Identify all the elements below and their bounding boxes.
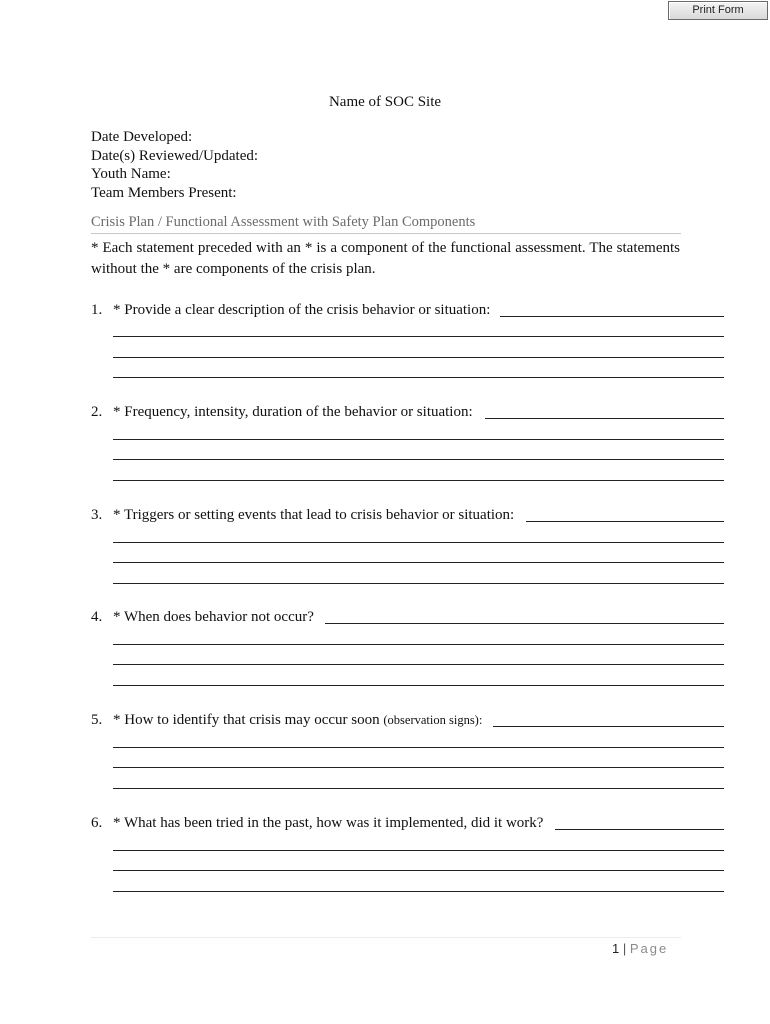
page-number-value: 1 [612, 941, 620, 956]
question-text: * When does behavior not occur? [113, 609, 314, 625]
section-heading: Crisis Plan / Functional Assessment with Safety Plan Components [91, 214, 681, 234]
question-4 [91, 609, 314, 626]
print-form-button[interactable]: Print Form [668, 1, 768, 20]
question-text: * How to identify that crisis may occur soon [113, 712, 380, 728]
answer-line[interactable] [113, 891, 724, 892]
question-number: 1. [91, 302, 103, 318]
page-separator: | [622, 941, 627, 956]
answer-line[interactable] [485, 418, 724, 419]
question-number: 5. [91, 712, 103, 728]
question-text: * Frequency, intensity, duration of the behavior or situation: [113, 404, 473, 420]
answer-line[interactable] [113, 336, 724, 337]
answer-line[interactable] [113, 439, 724, 440]
youth-name-label: Youth Name: [91, 166, 171, 182]
footer-divider [91, 937, 681, 938]
dates-reviewed-label: Date(s) Reviewed/Updated: [91, 148, 259, 164]
answer-line[interactable] [113, 480, 724, 481]
question-text: * Provide a clear description of the crisis behavior or situation: [113, 302, 491, 318]
answer-line[interactable] [493, 726, 724, 727]
answer-line[interactable] [113, 562, 724, 563]
team-members-label: Team Members Present: [91, 185, 237, 201]
answer-line[interactable] [526, 521, 724, 522]
question-6 [91, 815, 543, 832]
question-text: * What has been tried in the past, how was it implemented, did it work? [113, 815, 544, 831]
question-1 [91, 302, 490, 319]
answer-line[interactable] [113, 377, 724, 378]
answer-line[interactable] [113, 685, 724, 686]
question-number: 3. [91, 507, 103, 523]
question-text: * Triggers or setting events that lead to crisis behavior or situation: [113, 507, 515, 523]
site-name-heading: Name of SOC Site [328, 94, 442, 110]
answer-line[interactable] [113, 459, 724, 460]
answer-line[interactable] [113, 664, 724, 665]
date-developed-label: Date Developed: [91, 129, 193, 145]
answer-line[interactable] [555, 829, 724, 830]
page-number [612, 941, 668, 956]
answer-line[interactable] [113, 870, 724, 871]
question-3 [91, 507, 514, 524]
question-number: 2. [91, 404, 103, 420]
question-number: 4. [91, 609, 103, 625]
intro-paragraph: * Each statement preceded with an * is a component of the functional assessment. The statements without the * are components of the crisis plan. [91, 240, 680, 277]
answer-line[interactable] [113, 583, 724, 584]
question-2 [91, 404, 473, 421]
question-note: (observation signs): [383, 713, 483, 727]
answer-line[interactable] [113, 747, 724, 748]
answer-line[interactable] [113, 767, 724, 768]
answer-line[interactable] [325, 623, 724, 624]
answer-line[interactable] [113, 357, 724, 358]
answer-line[interactable] [113, 542, 724, 543]
answer-line[interactable] [113, 644, 724, 645]
question-number: 6. [91, 815, 103, 831]
answer-line[interactable] [113, 788, 724, 789]
question-5 [91, 712, 482, 729]
answer-line[interactable] [500, 316, 724, 317]
page-label: Page [629, 941, 669, 956]
answer-line[interactable] [113, 850, 724, 851]
